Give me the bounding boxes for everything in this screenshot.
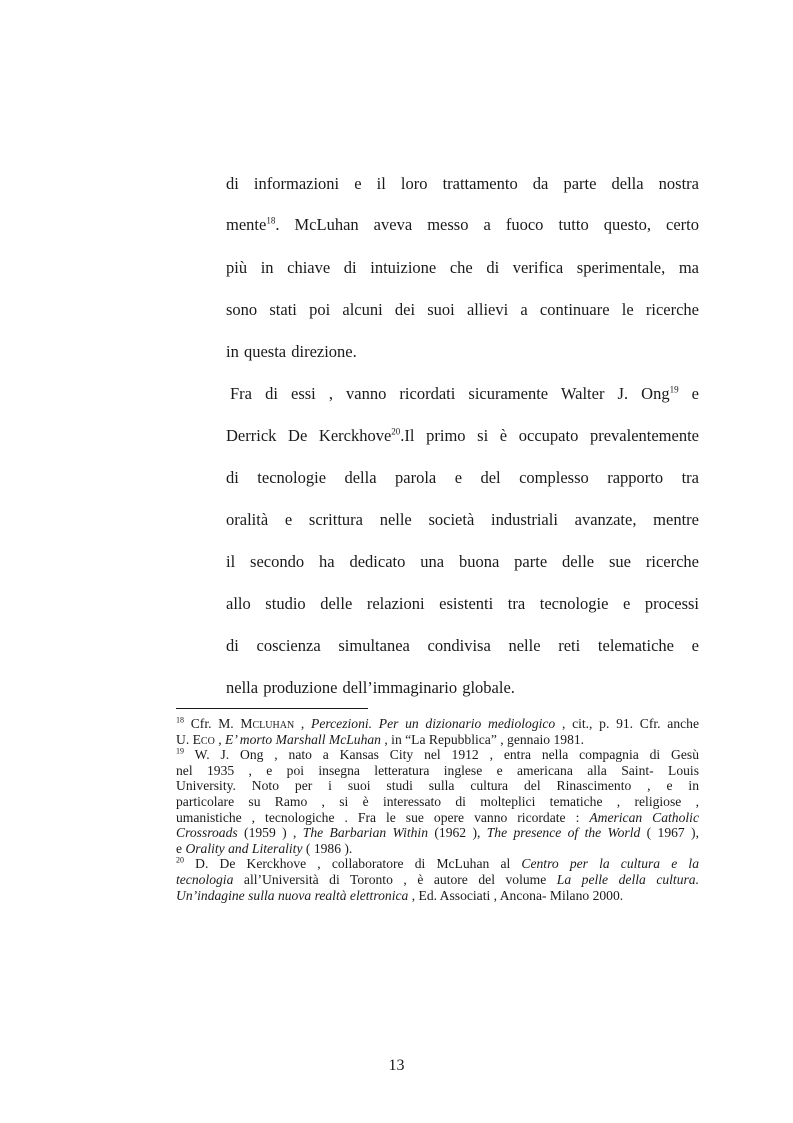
text: (1962 ), (428, 825, 487, 841)
text: particolare su Ramo , si è interessato di molteplici tematiche , religiose , (176, 793, 699, 809)
text: in questa direzione. (226, 342, 357, 361)
footnote-number: 18 (176, 715, 184, 725)
footnote-number: 20 (176, 855, 184, 865)
paragraph-line (226, 636, 699, 656)
paragraph-line (226, 552, 699, 572)
footnote-ref-18[interactable]: 18 (266, 215, 276, 226)
paragraph-line (230, 384, 699, 404)
paragraph-line (226, 258, 699, 278)
footnote-19-cont (176, 825, 699, 841)
paragraph-line (226, 215, 699, 235)
footnote-19-cont (176, 763, 699, 779)
page-number: 13 (388, 1057, 405, 1074)
text: nella produzione dell’immaginario globale. (226, 678, 515, 697)
footnote-19 (176, 747, 699, 763)
text: di coscienza simultanea condivisa nelle reti telematiche e (226, 636, 699, 655)
footnote-19-cont (176, 794, 699, 810)
paragraph-line (226, 174, 699, 194)
work-title: La pelle della cultura. (556, 871, 699, 887)
work-title: American Catholic (589, 809, 699, 825)
text: ( 1986 ). (302, 840, 353, 856)
footnote-19-cont (176, 841, 699, 857)
author-name: co (200, 731, 215, 747)
footnote-ref-20[interactable]: 20 (391, 426, 401, 437)
text: sono stati poi alcuni dei suoi allievi a continuare le ricerche (226, 300, 699, 319)
paragraph-line (226, 426, 699, 446)
footnote-number: 19 (176, 746, 184, 756)
text: W. J. Ong , nato a Kansas City nel 1912 , entra nella compagnia di Gesù (184, 747, 699, 763)
paragraph-line (226, 594, 699, 614)
work-title: The Barbarian Within (302, 825, 429, 841)
paragraph-line (226, 342, 699, 362)
text: e (176, 840, 186, 856)
footnotes (176, 716, 699, 903)
text: , (294, 716, 312, 731)
footnote-20 (176, 856, 699, 872)
footnote-18-cont (176, 732, 699, 748)
text: nel 1935 , e poi insegna letteratura inglese e americana alla Saint- Louis (176, 762, 699, 778)
footnote-19-cont (176, 810, 699, 826)
footnote-20-cont (176, 888, 699, 904)
text: D. De Kerckhove , collaboratore di McLuhan al (184, 856, 522, 872)
text: oralità e scrittura nelle società industriali avanzate, mentre (226, 510, 699, 529)
text: e (678, 384, 699, 403)
text: allo studio delle relazioni esistenti tra tecnologie e processi (226, 594, 699, 613)
text: il secondo ha dedicato una buona parte delle sue ricerche (226, 552, 699, 571)
work-title: tecnologia (176, 871, 234, 887)
text: di tecnologie della parola e del complesso rapporto tra (226, 468, 699, 487)
footnote-ref-19[interactable]: 19 (669, 384, 679, 395)
text: .Il primo si è occupato prevalentemente (400, 426, 699, 445)
text: , Ed. Associati , Ancona- Milano 2000. (408, 887, 624, 903)
work-title: Crossroads (176, 825, 238, 841)
work-title: Percezioni. Per un dizionario mediologico (311, 716, 556, 731)
text: ( 1967 ), (640, 825, 699, 841)
work-title: Centro per la cultura e la (521, 856, 699, 872)
text: di informazioni e il loro trattamento da parte della nostra (226, 174, 699, 193)
text: , cit., p. 91. Cfr. anche (555, 716, 699, 731)
text: mente (226, 215, 267, 234)
author-name: cluhan (252, 716, 295, 731)
paragraph-line (226, 468, 699, 488)
footnote-19-cont (176, 778, 699, 794)
work-title: Orality and Literality (185, 840, 303, 856)
text: University. Noto per i suoi studi sulla cultura del Rinascimento , e in (176, 778, 699, 794)
footnote-18 (176, 716, 699, 732)
text: all’Università di Toronto , è autore del volume (233, 871, 557, 887)
work-title: Un’indagine sulla nuova realtà elettronica (176, 887, 409, 903)
text: Cfr. M. M (184, 716, 253, 731)
text: , in “La Repubblica” , gennaio 1981. (380, 731, 585, 747)
paragraph-line (226, 300, 699, 320)
text: . McLuhan aveva messo a fuoco tutto questo, certo (275, 215, 699, 234)
text: , (214, 731, 226, 747)
work-title: The presence of the World (486, 825, 641, 841)
footnote-separator (176, 708, 368, 709)
text: (1959 ) , (237, 825, 303, 841)
text: più in chiave di intuizione che di verifica sperimentale, ma (226, 258, 699, 277)
text: Fra di essi , vanno ricordati sicuramente Walter J. Ong (230, 384, 670, 403)
text: Derrick De Kerckhove (226, 426, 392, 445)
work-title: E’ morto Marshall McLuhan (225, 731, 381, 747)
paragraph-line (226, 678, 699, 698)
text: U. E (176, 731, 201, 747)
paragraph-line (226, 510, 699, 530)
text: umanistiche , tecnologiche . Fra le sue opere vanno ricordate : (176, 809, 590, 825)
footnote-20-cont (176, 872, 699, 888)
